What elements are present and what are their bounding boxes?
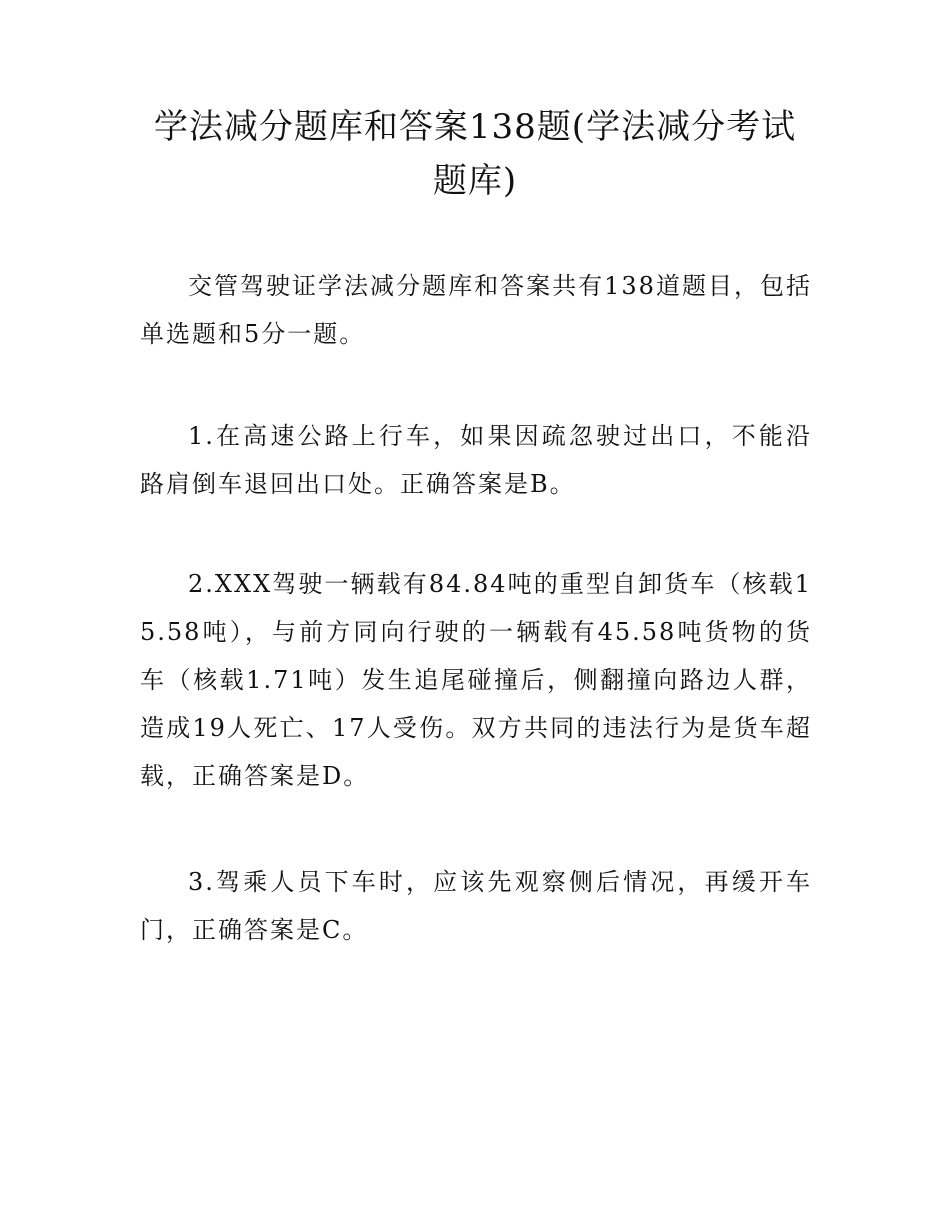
intro-paragraph: 交管驾驶证学法减分题库和答案共有138道题目，包括单选题和5分一题。 <box>140 272 812 348</box>
page-title: 学法减分题库和答案138题(学法减分考试题库) <box>153 107 797 201</box>
question-2-paragraph: 2.XXX驾驶一辆载有84.84吨的重型自卸货车（核载15.58吨），与前方同向行驶的一辆载有45.58吨货物的货车（核载1.71吨）发生追尾碰撞后，侧翻撞向路边人群，造成19人死亡、17人受伤。双方共同的违法行为是货车超载，正确答案是D。 <box>140 570 812 790</box>
question-3-paragraph: 3.驾乘人员下车时，应该先观察侧后情况，再缓开车门，正确答案是C。 <box>140 868 812 944</box>
question-1-paragraph: 1.在高速公路上行车，如果因疏忽驶过出口，不能沿路肩倒车退回出口处。正确答案是B。 <box>140 422 812 498</box>
